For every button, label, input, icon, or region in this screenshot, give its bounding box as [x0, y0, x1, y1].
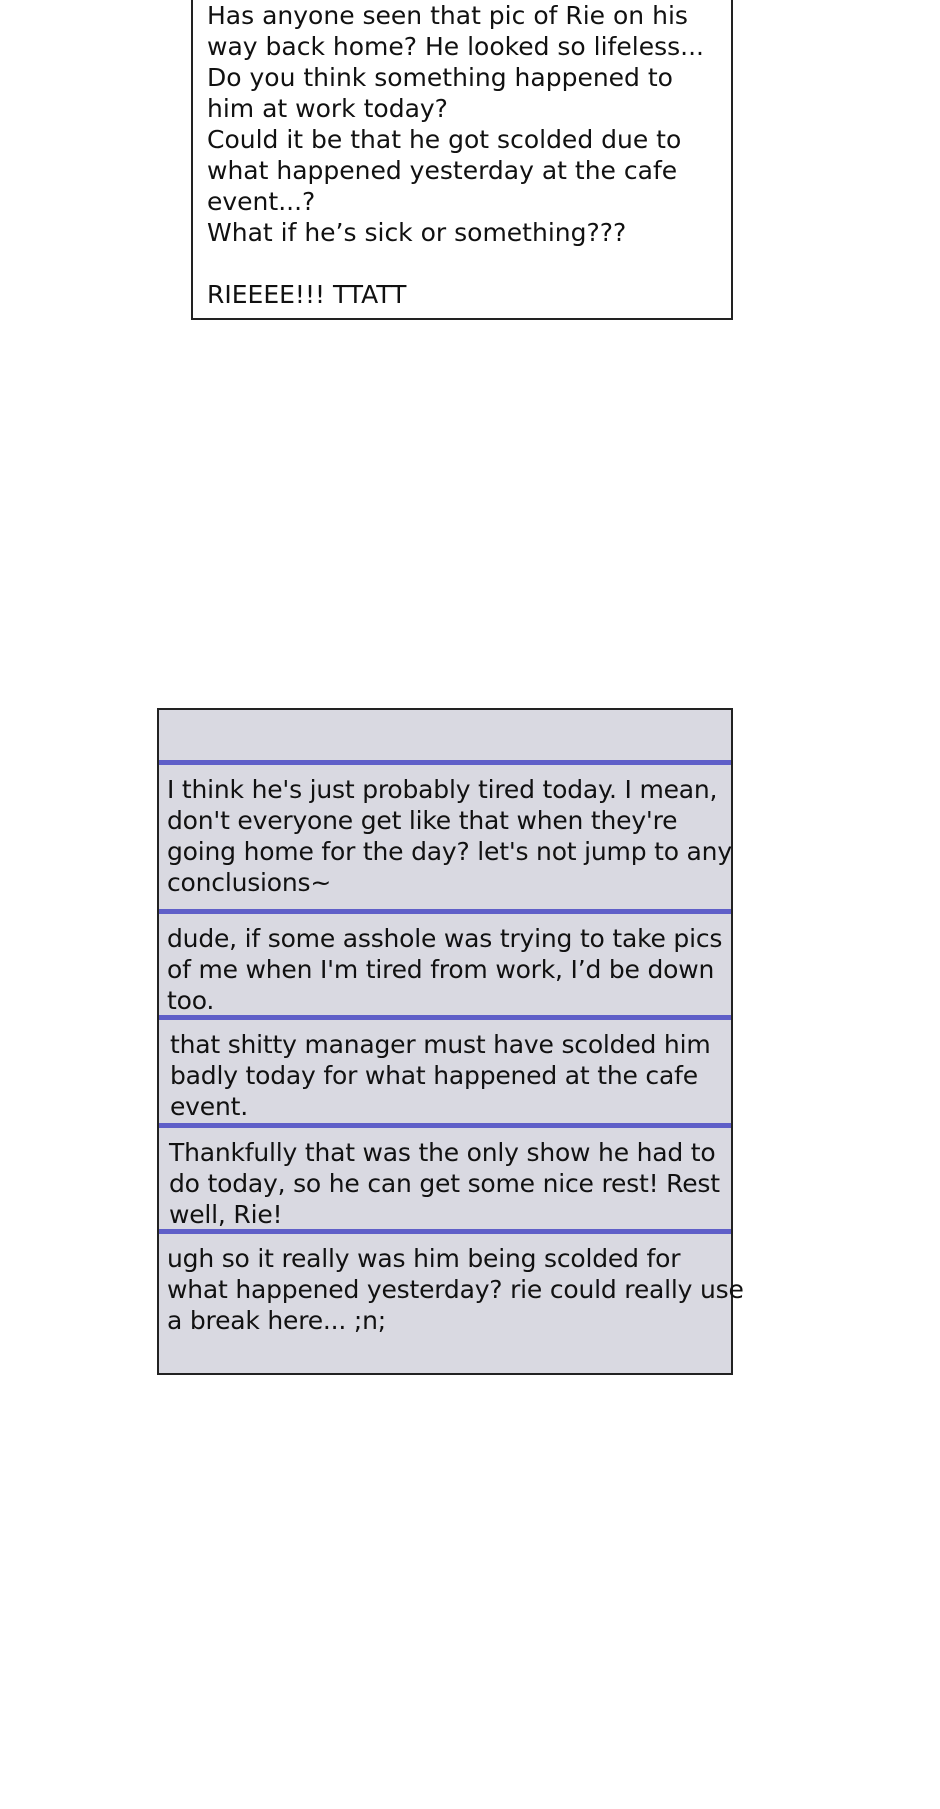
comment-line: dude, if some asshole was trying to take pics — [167, 924, 723, 953]
comment-line: badly today for what happened at the cafe — [170, 1061, 698, 1090]
post-line: Could it be that he got scolded due to — [207, 125, 682, 154]
post-line: Do you think something happened to — [207, 63, 673, 92]
post-line: What if he’s sick or something??? — [207, 218, 627, 247]
comment-line: do today, so he can get some nice rest! Rest — [169, 1169, 720, 1198]
post-text-box — [191, 0, 733, 320]
comment-line: too. — [167, 986, 215, 1015]
comment-item — [159, 1234, 744, 1366]
post-line: Has anyone seen that pic of Rie on his — [207, 1, 688, 30]
post-line: event...? — [207, 187, 316, 216]
post-blank-line — [207, 248, 719, 279]
post-line: RIEEEE!!! TTATT — [207, 280, 407, 309]
comment-item — [159, 1020, 731, 1123]
comment-line: event. — [170, 1092, 248, 1121]
comment-line: ugh so it really was him being scolded for — [167, 1244, 681, 1273]
comment-line: don't everyone get like that when they're — [167, 806, 678, 835]
comment-line: what happened yesterday? rie could really use — [167, 1275, 744, 1304]
comments-panel — [157, 708, 744, 1375]
comment-item — [159, 765, 731, 909]
comment-line: well, Rie! — [169, 1200, 283, 1229]
comment-line: a break here... ;n; — [167, 1306, 387, 1335]
post-line: what happened yesterday at the cafe — [207, 156, 678, 185]
comment-line: I think he's just probably tired today. I mean, — [167, 775, 718, 804]
comments-header — [159, 710, 731, 760]
comment-item — [159, 1128, 731, 1229]
post-line: him at work today? — [207, 94, 448, 123]
comment-line: of me when I'm tired from work, I’d be down — [167, 955, 715, 984]
comment-line: that shitty manager must have scolded him — [170, 1030, 711, 1059]
comment-line: going home for the day? let's not jump to any — [167, 837, 732, 866]
comment-item — [159, 914, 731, 1015]
comment-line: Thankfully that was the only show he had to — [169, 1138, 716, 1167]
comment-line: conclusions~ — [167, 868, 332, 897]
post-line: way back home? He looked so lifeless... — [207, 32, 704, 61]
